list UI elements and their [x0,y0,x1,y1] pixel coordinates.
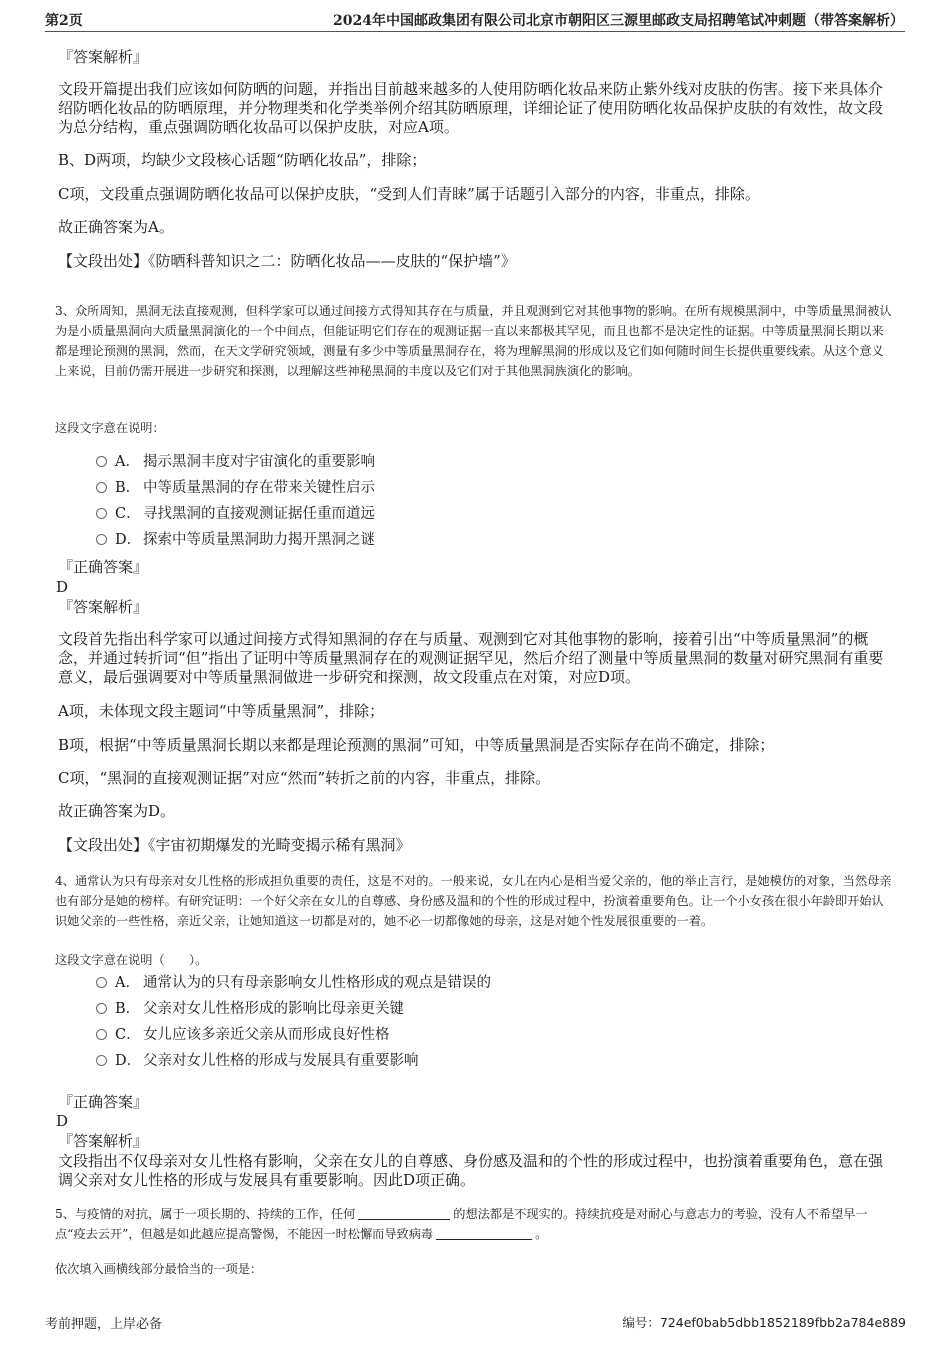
radio-icon[interactable] [96,456,107,467]
q4-analysis-title: 『答案解析』 [58,1132,149,1150]
q3-option-d[interactable]: D． 探索中等质量黑洞助力揭开黑洞之谜 [96,530,375,550]
q4-prompt: 这段文字意在说明（ ）。 [55,953,208,967]
q3-answer-title: 『正确答案』 [58,558,149,576]
q3-conclusion: 故正确答案为D。 [58,802,176,820]
q3-option-c[interactable]: C． 寻找黑洞的直接观测证据任重而道远 [96,504,375,524]
q3-analysis-option-b: B项，根据“中等质量黑洞长期以来都是理论预测的黑洞”可知，中等质量黑洞是否实际存在尚不确定，排除； [58,736,775,754]
fill-blank-1[interactable] [358,1207,450,1220]
q4-answer: D [56,1112,69,1130]
radio-icon[interactable] [96,508,107,519]
q3-option-b[interactable]: B． 中等质量黑洞的存在带来关键性启示 [96,478,375,498]
q2-source: 【文段出处】《防晒科普知识之二：防晒化妆品——皮肤的“保护墙”》 [58,252,516,270]
radio-icon[interactable] [96,1003,107,1014]
q3-source: 【文段出处】《宇宙初期爆发的光畸变揭示稀有黑洞》 [58,836,411,854]
q3-stem: 3、众所周知，黑洞无法直接观测，但科学家可以通过间接方式得知其存在与质量，并且观测到它对其他事物的影响。在所有规模黑洞中，中等质量黑洞被认为是小质量黑洞向大质量黑洞演化的一个中间点，但能证明它们存在的观测证据一直以来都极其罕见，而且也都不是决定性的证据。中等质量黑洞长期以来都是理论预测的黑洞，然而，在天文学研究领域，测量有多少中等质量黑洞存在，将为理解黑洞的形成以及它们如何随时间生长提供重要线索。从这个意义上来说，目前仍需开展进一步研究和探测，以理解这些神秘黑洞的丰度以及它们对于其他黑洞族演化的影响。 [55,304,892,378]
q3-analysis-option-c: C项，“黑洞的直接观测证据”对应“然而”转折之前的内容，非重点，排除。 [58,769,551,787]
q3-option-a[interactable]: A． 揭示黑洞丰度对宇宙演化的重要影响 [96,452,375,472]
q5-stem: 5、与疫情的对抗，属于一项长期的、持续的工作，任何 的想法都是不现实的。持续抗疫是对耐心与意志力的考验，没有人不希望早一点“疫去云开”，但越是如此越应提高警惕，不能因一时松懈而导致病毒 。 [55,1207,868,1241]
q3-prompt: 这段文字意在说明： [55,421,165,435]
q4-option-a[interactable]: A． 通常认为的只有母亲影响女儿性格形成的观点是错误的 [96,973,491,993]
radio-icon[interactable] [96,977,107,988]
q3-answer: D [56,578,69,596]
q4-option-b[interactable]: B． 父亲对女儿性格形成的影响比母亲更关键 [96,999,404,1019]
fill-blank-2[interactable] [436,1227,532,1240]
q4-stem: 4、通常认为只有母亲对女儿性格的形成担负重要的责任，这是不对的。一般来说，女儿在内心是相当爱父亲的，他的举止言行，是她模仿的对象，当然母亲也有部分是她的榜样。有研究证明：一个好父亲在女儿的自尊感、身份感及温和的个性的形成过程中，扮演着重要角色。让一个小女孩在很小年龄即开始认识她父亲的一些性格，亲近父亲，让她知道这一切都是对的，她不必一切都像她的母亲，这是对她个性发展很重要的一着。 [55,874,892,928]
q4-option-c[interactable]: C． 女儿应该多亲近父亲从而形成良好性格 [96,1025,390,1045]
q2-analysis-option-bd: B、D两项，均缺少文段核心话题“防晒化妆品”，排除； [58,151,427,169]
q5-prompt: 依次填入画横线部分最恰当的一项是： [55,1262,263,1276]
document-title: 2024年中国邮政集团有限公司北京市朝阳区三源里邮政支局招聘笔试冲刺题（带答案解析） [333,13,904,29]
footer-document-code: 编号：724ef0bab5dbb1852189fbb2a784e889 [622,1315,906,1330]
q2-analysis-option-c: C项，文段重点强调防晒化妆品可以保护皮肤，“受到人们青睐”属于话题引入部分的内容，非重点，排除。 [58,185,760,203]
q2-analysis-paragraph: 文段开篇提出我们应该如何防晒的问题，并指出目前越来越多的人使用防晒化妆品来防止紫外线对皮肤的伤害。接下来具体介绍防晒化妆品的防晒原理，并分物理类和化学类举例介绍其防晒原理，详细论证了使用防晒化妆品保护皮肤的有效性，故文段为总分结构，重点强调防晒化妆品可以保护皮肤，对应A项。 [58,80,884,136]
q3-analysis-option-a: A项，未体现文段主题词“中等质量黑洞”，排除； [58,702,385,720]
q4-option-d[interactable]: D． 父亲对女儿性格的形成与发展具有重要影响 [96,1051,419,1071]
q4-answer-title: 『正确答案』 [58,1093,149,1111]
radio-icon[interactable] [96,482,107,493]
header-divider [45,31,905,32]
q3-analysis-title: 『答案解析』 [58,598,149,616]
radio-icon[interactable] [96,1029,107,1040]
radio-icon[interactable] [96,534,107,545]
footer-slogan: 考前押题，上岸必备 [45,1317,163,1332]
page-number: 第2页 [45,13,83,29]
q4-analysis-paragraph: 文段指出不仅母亲对女儿性格有影响，父亲在女儿的自尊感、身份感及温和的个性的形成过程中，也扮演着重要角色，意在强调父亲对女儿性格的形成与发展具有重要影响。因此D项正确。 [58,1152,884,1189]
q2-analysis-title: 『答案解析』 [58,48,149,66]
q2-conclusion: 故正确答案为A。 [58,218,174,236]
radio-icon[interactable] [96,1055,107,1066]
q3-analysis-paragraph: 文段首先指出科学家可以通过间接方式得知黑洞的存在与质量、观测到它对其他事物的影响，接着引出“中等质量黑洞”的概念，并通过转折词“但”指出了证明中等质量黑洞存在的观测证据罕见，然后介绍了测量中等质量黑洞的数量对研究黑洞有重要意义，最后强调要对中等质量黑洞做进一步研究和探测，故文段重点在对策，对应D项。 [58,630,884,686]
